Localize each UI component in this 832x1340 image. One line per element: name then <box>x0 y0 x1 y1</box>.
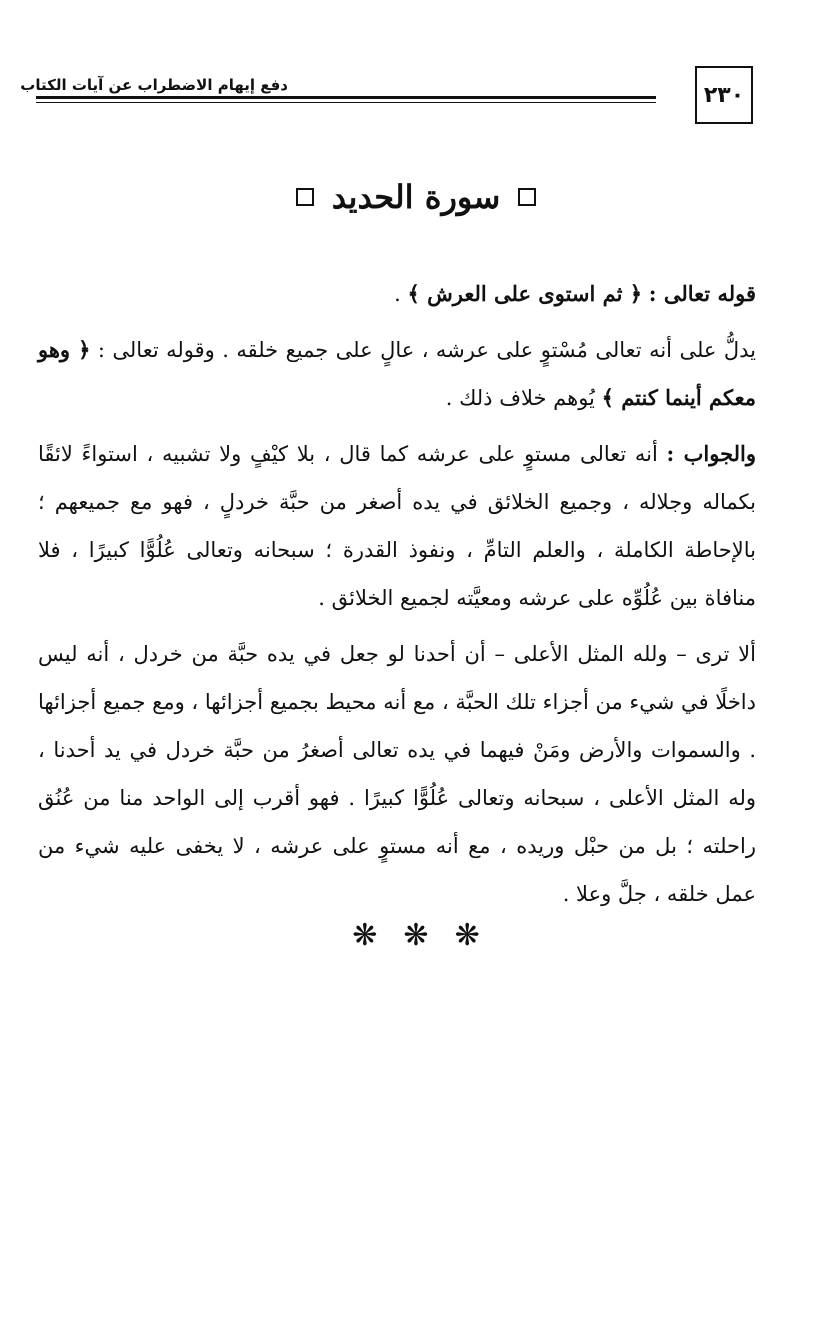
paragraph-text: ألا ترى – ولله المثل الأعلى – أن أحدنا لو جعل في يده حبَّة من خردل ، أنه ليس داخلًا في شيء من أجزاء تلك الحبَّة ، مع أنه محيط بجميع أجزائها ، ومع جميع أجزائها . والسموات والأرض ومَنْ فيهما في يده تعالى أصغرُ من حبَّة خردل في يد أحدنا ، وله المثل الأعلى ، سبحانه وتعالى عُلُوًّا كبيرًا . فهو أقرب إلى الواحد منا من عُنُق راحلته ؛ بل من حبْل وريده ، مع أنه مستوٍ على عرشه ، لا يخفى عليه شيء من عمل خلقه ، جلَّ وعلا . <box>38 642 756 906</box>
paragraph-1 <box>38 270 756 318</box>
header-rule-thin <box>36 102 656 103</box>
running-header: دفع إيهام الاضطراب عن آيات الكتاب <box>20 76 288 94</box>
star-ornament-icon: ❋ <box>403 918 429 953</box>
paragraph-text: يدلُّ على أنه تعالى مُسْتوٍ على عرشه ، عالٍ على جميع خلقه . وقوله تعالى : <box>97 338 756 362</box>
paragraph-3 <box>38 430 756 622</box>
paragraph-text: . <box>394 282 401 306</box>
quran-quote: ﴿ وهو معكم أينما كنتم ﴾ <box>38 337 756 410</box>
page-number-text: ٢٣٠ <box>703 82 745 108</box>
paragraph-4 <box>38 630 756 918</box>
surah-title-text: سورة الحديد <box>331 178 501 216</box>
section-separator <box>0 918 832 953</box>
star-ornament-icon: ❋ <box>454 918 480 953</box>
paragraph-text: أنه تعالى مستوٍ على عرشه كما قال ، بلا كيْفٍ ولا تشبيه ، استواءً لائقًا بكماله وجلاله ، وجميع الخلائق في يده أصغر من حبَّة خردلٍ ، فهو مع جميعهم ؛ بالإحاطة الكاملة ، والعلم التامِّ ، ونفوذ القدرة ؛ سبحانه وتعالى عُلُوًّا كبيرًا ، فلا منافاة بين عُلُوِّه على عرشه ومعيَّته لجميع الخلائق . <box>38 442 756 610</box>
quran-quote: ﴿ ثم استوى على العرش ﴾ <box>407 281 643 306</box>
star-ornament-icon: ❋ <box>352 918 378 953</box>
page-body <box>38 270 756 918</box>
square-ornament-icon <box>518 188 536 206</box>
paragraph-lead: والجواب : <box>666 441 756 466</box>
square-ornament-icon <box>296 188 314 206</box>
paragraph-2 <box>38 326 756 422</box>
paragraph-text: يُوهم خلاف ذلك . <box>445 386 595 410</box>
page-number <box>695 66 753 124</box>
surah-title <box>0 178 832 216</box>
paragraph-lead: قوله تعالى : <box>648 281 756 306</box>
header-rule-thick <box>36 96 656 99</box>
